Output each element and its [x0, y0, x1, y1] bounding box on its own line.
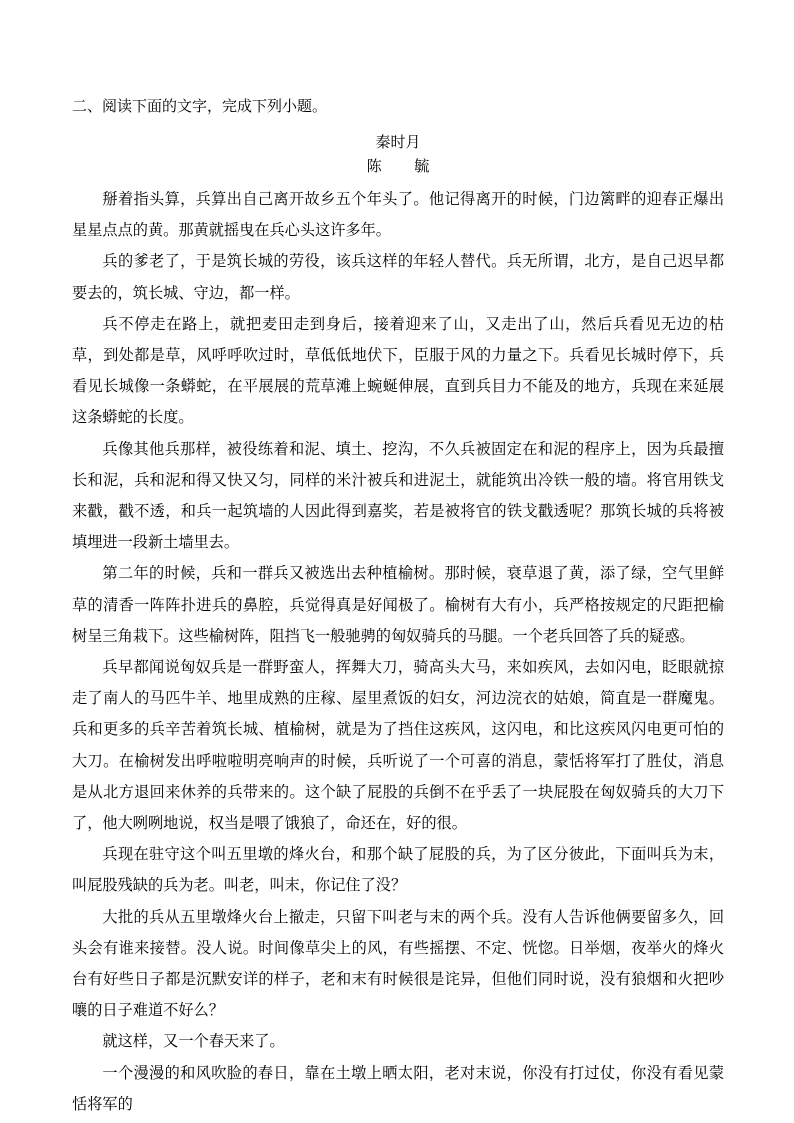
paragraph: 兵的爹老了，于是筑长城的劳役，该兵这样的年轻人替代。兵无所谓，北方，是自己迟早都要去的，筑长城、守边，都一样。 [72, 252, 724, 302]
paragraph: 大批的兵从五里墩烽火台上撤走，只留下叫老与末的两个兵。没有人告诉他俩要留多久，回头会有谁来接替。没人说。时间像草尖上的风，有些摇摆、不定、恍惚。日举烟，夜举火的烽火台有好些日子都是沉默安详的样子，老和末有时候很是诧异，但他们同时说，没有狼烟和火把吵嚷的日子难道不好么？ [72, 907, 724, 1020]
paragraph: 第二年的时候，兵和一群兵又被选出去种植榆树。那时候，衰草退了黄，添了绿，空气里鲜草的清香一阵阵扑进兵的鼻腔，兵觉得真是好闻极了。榆树有大有小，兵严格按规定的尺距把榆树呈三角栽下。这些榆树阵，阻挡飞一般驰骋的匈奴骑兵的马腿。一个老兵回答了兵的疑惑。 [72, 564, 724, 645]
paragraph: 兵像其他兵那样，被役练着和泥、填土、挖沟，不久兵被固定在和泥的程序上，因为兵最擅长和泥，兵和泥和得又快又匀，同样的米汁被兵和进泥土，就能筑出冷铁一般的墙。将官用铁戈来戳，戳不透，和兵一起筑墙的人因此得到嘉奖，若是被将官的铁戈戳透呢？那筑长城的兵将被填埋进一段新土墙里去。 [72, 439, 724, 552]
paragraph: 掰着指头算，兵算出自己离开故乡五个年头了。他记得离开的时候，门边篱畔的迎春正爆出星星点点的黄。那黄就摇曳在兵心头这许多年。 [72, 190, 724, 240]
paragraph: 兵现在驻守这个叫五里墩的烽火台，和那个缺了屁股的兵，为了区分彼此，下面叫兵为末，叫屁股残缺的兵为老。叫老，叫末，你记住了没？ [72, 845, 724, 895]
article-author: 陈 毓 [366, 157, 444, 175]
paragraph: 一个漫漫的和风吹脸的春日，靠在土墩上晒太阳，老对末说，你没有打过仗，你没有看见蒙恬将军的 [72, 1063, 724, 1113]
paragraph: 兵不停走在路上，就把麦田走到身后，接着迎来了山，又走出了山，然后兵看见无边的枯草，到处都是草，风呼呼吹过时，草低低地伏下，臣服于风的力量之下。兵看见长城时停下，兵看见长城像一条蟒蛇，在平展展的荒草滩上蜿蜒伸展，直到兵目力不能及的地方，兵现在来延展这条蟒蛇的长度。 [72, 314, 724, 427]
section-heading: 二、阅读下面的文字，完成下列小题。 [72, 97, 328, 115]
document-page [72, 94, 724, 1120]
paragraph: 就这样，又一个春天来了。 [102, 1032, 285, 1051]
article-title: 秦时月 [375, 133, 421, 151]
paragraph: 兵早都闻说匈奴兵是一群野蛮人，挥舞大刀，骑高头大马，来如疾风，去如闪电，眨眼就掠走了南人的马匹牛羊、地里成熟的庄稼、屋里煮饭的妇女，河边浣衣的姑娘，简直是一群魔鬼。兵和更多的兵辛苦着筑长城、植榆树，就是为了挡住这疾风，这闪电，和比这疾风闪电更可怕的大刀。在榆树发出呼啦啦明亮响声的时候，兵听说了一个可喜的消息，蒙恬将军打了胜仗，消息是从北方退回来休养的兵带来的。这个缺了屁股的兵倒不在乎丢了一块屁股在匈奴骑兵的大刀下了，他大咧咧地说，权当是喂了饿狼了，命还在，好的很。 [72, 658, 724, 833]
